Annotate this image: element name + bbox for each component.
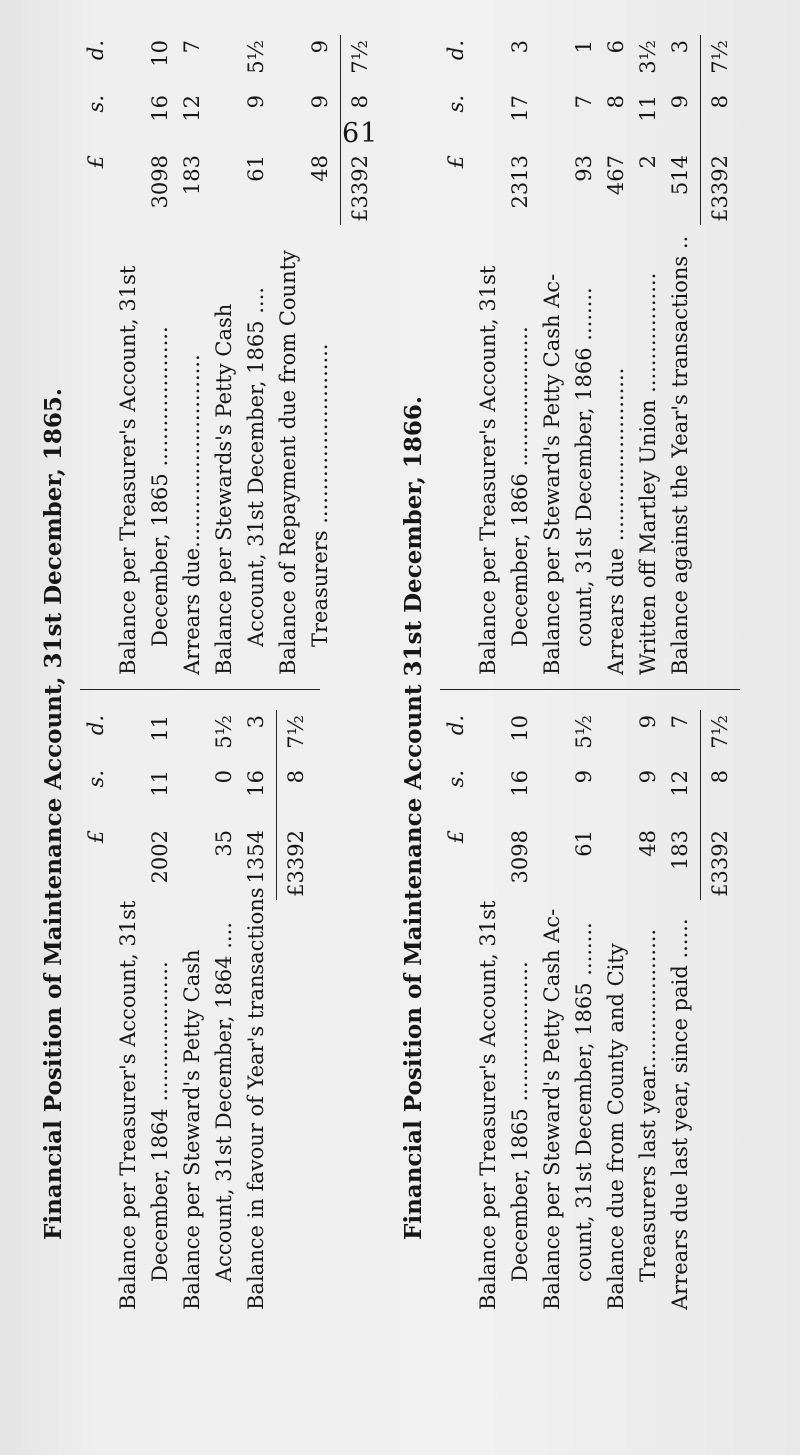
col-header-pence: d. <box>444 715 468 736</box>
amount-pence: 3 <box>508 40 532 54</box>
amount-pounds: 3098 <box>148 155 172 209</box>
amount-pounds: 1354 <box>244 830 268 884</box>
ledger-row <box>664 35 696 675</box>
ledger-row <box>632 35 664 675</box>
total-pounds: £3392 <box>708 830 732 897</box>
amount-shillings: 16 <box>244 770 268 797</box>
amount-pounds: 514 <box>668 155 692 196</box>
row-label: December, 1865 ..................... <box>508 961 532 1282</box>
amount-pounds: 48 <box>636 830 660 857</box>
row-label: Arrears due .......................... <box>604 367 628 675</box>
ledger-row <box>664 700 696 1310</box>
amount-shillings: 9 <box>572 770 596 784</box>
row-label: Balance per Treasurer's Account, 31st <box>476 265 500 675</box>
row-label: count, 31st December, 1866 ........ <box>572 287 596 647</box>
total-rule <box>700 35 701 225</box>
ledger-row <box>144 700 176 1310</box>
amount-pence: 9 <box>636 715 660 729</box>
amount-pounds: 48 <box>308 155 332 182</box>
amount-pounds: 2313 <box>508 155 532 209</box>
row-label: December, 1866 ..................... <box>508 326 532 647</box>
amount-shillings: 9 <box>244 95 268 109</box>
col-header-pence: d. <box>84 715 108 736</box>
column-divider <box>80 689 320 690</box>
row-label: Balance per Steward's Petty Cash Ac- <box>540 273 564 675</box>
page-number: 61 <box>342 118 379 149</box>
ledger-row <box>272 35 304 675</box>
amount-pence: 11 <box>148 715 172 742</box>
amount-shillings: 12 <box>180 95 204 122</box>
amount-pounds: 35 <box>212 830 236 857</box>
total-shillings: 8 <box>708 770 732 784</box>
ledger-row <box>304 35 336 675</box>
col-header-pence: d. <box>84 40 108 61</box>
col-header-pounds: £ <box>84 155 108 169</box>
row-label: Balance per Steward's Petty Cash Ac- <box>540 908 564 1310</box>
total-pounds: £3392 <box>348 155 372 222</box>
ledger-1866-debit <box>440 700 730 1310</box>
ledger-row <box>568 700 600 1310</box>
ledger-row <box>176 35 208 675</box>
ledger-total-row <box>342 35 379 675</box>
ledger-row <box>240 700 272 1310</box>
ledger-row <box>144 35 176 675</box>
amount-pounds: 467 <box>604 155 628 196</box>
ledger-row <box>568 35 600 675</box>
amount-pounds: 61 <box>244 155 268 182</box>
row-label: Written off Martley Union .................. <box>636 272 660 675</box>
row-label: Balance of Repayment due from County <box>276 250 300 675</box>
ledger-row <box>112 35 144 675</box>
row-label: December, 1865 ..................... <box>148 326 172 647</box>
amount-pounds: 2002 <box>148 830 172 884</box>
amount-pounds: 183 <box>180 155 204 196</box>
amount-pence: 7 <box>180 40 204 54</box>
row-label: Balance per Stewards's Petty Cash <box>212 303 236 675</box>
amount-shillings: 0 <box>212 770 236 784</box>
row-label: Balance per Steward's Petty Cash <box>180 949 204 1310</box>
amount-shillings: 9 <box>308 95 332 109</box>
row-label: Treasurers last year..................... <box>636 928 660 1282</box>
ledger-total-row <box>280 700 312 1310</box>
row-label: Account, 31st December, 1864 .... <box>212 922 236 1282</box>
total-shillings: 8 <box>284 770 308 784</box>
ledger-row <box>632 700 664 1310</box>
ledger-row <box>504 700 536 1310</box>
section-title-1865: Financial Position of Maintenance Account, 31st December, 1865. <box>40 388 67 1240</box>
row-label: Balance due from County and City <box>604 943 628 1310</box>
col-header-shillings: s. <box>84 95 108 113</box>
col-header-pounds: £ <box>444 830 468 844</box>
row-label: Arrears due last year, since paid ...... <box>668 918 692 1310</box>
total-shillings: 8 <box>348 95 372 109</box>
amount-shillings: 11 <box>636 95 660 122</box>
row-label: Balance per Treasurer's Account, 31st <box>116 900 140 1310</box>
total-pounds: £3392 <box>708 155 732 222</box>
ledger-1866-credit <box>440 35 730 675</box>
row-label: Balance per Treasurer's Account, 31st <box>476 900 500 1310</box>
ledger-row <box>472 35 504 675</box>
row-label: Account, 31st December, 1865 .... <box>244 287 268 647</box>
amount-shillings: 9 <box>668 95 692 109</box>
column-divider <box>440 689 740 690</box>
total-rule <box>340 35 341 225</box>
col-header-shillings: s. <box>444 95 468 113</box>
amount-pounds: 93 <box>572 155 596 182</box>
total-pence: 7½ <box>708 40 732 74</box>
amount-pounds: 3098 <box>508 830 532 884</box>
amount-pence: 3 <box>244 715 268 729</box>
ledger-row <box>536 700 568 1310</box>
col-header-pounds: £ <box>444 155 468 169</box>
total-pence: 7½ <box>708 715 732 749</box>
row-label: Balance per Treasurer's Account, 31st <box>116 265 140 675</box>
amount-shillings: 16 <box>148 95 172 122</box>
amount-pence: 10 <box>508 715 532 742</box>
col-header-shillings: s. <box>84 770 108 788</box>
amount-shillings: 9 <box>636 770 660 784</box>
ledger-1865-credit <box>80 35 372 675</box>
total-pence: 7½ <box>348 40 372 74</box>
total-rule <box>276 710 277 900</box>
amount-pounds: 61 <box>572 830 596 857</box>
total-pence: 7½ <box>284 715 308 749</box>
row-label: Balance in favour of Year's transactions <box>244 887 268 1310</box>
ledger-row <box>504 35 536 675</box>
total-shillings: 8 <box>708 95 732 109</box>
amount-shillings: 11 <box>148 770 172 797</box>
row-label: Treasurers ........................... <box>308 343 332 647</box>
ledger-row <box>208 35 240 675</box>
amount-pounds: 2 <box>636 155 660 169</box>
amount-pence: 5½ <box>212 715 236 749</box>
row-label: Balance against the Year's transactions .. <box>668 235 692 675</box>
ledger-row <box>600 700 632 1310</box>
total-pounds: £3392 <box>284 830 308 897</box>
col-header-pence: d. <box>444 40 468 61</box>
ledger-row <box>208 700 240 1310</box>
total-rule <box>700 710 701 900</box>
ledger-row <box>240 35 272 675</box>
ledger-row <box>112 700 144 1310</box>
row-label: December, 1864 ..................... <box>148 961 172 1282</box>
amount-shillings: 7 <box>572 95 596 109</box>
ledger-1865-debit <box>80 700 308 1310</box>
row-label: count, 31st December, 1865 ........ <box>572 922 596 1282</box>
amount-shillings: 16 <box>508 770 532 797</box>
amount-shillings: 8 <box>604 95 628 109</box>
amount-pence: 3 <box>668 40 692 54</box>
ledger-row <box>536 35 568 675</box>
amount-pence: 1 <box>572 40 596 54</box>
ledger-row <box>176 700 208 1310</box>
ledger-total-row <box>704 700 736 1310</box>
col-header-shillings: s. <box>444 770 468 788</box>
amount-shillings: 12 <box>668 770 692 797</box>
amount-shillings: 17 <box>508 95 532 122</box>
ledger-row <box>600 35 632 675</box>
col-header-pounds: £ <box>84 830 108 844</box>
amount-pence: 5½ <box>572 715 596 749</box>
section-title-1866: Financial Position of Maintenance Account 31st December, 1866. <box>400 396 427 1240</box>
amount-pence: 9 <box>308 40 332 54</box>
amount-pence: 6 <box>604 40 628 54</box>
amount-pence: 10 <box>148 40 172 67</box>
amount-pounds: 183 <box>668 830 692 871</box>
ledger-row <box>472 700 504 1310</box>
amount-pence: 3½ <box>636 40 660 74</box>
ledger-total-row <box>704 35 736 675</box>
row-label: Arrears due............................. <box>180 354 204 675</box>
amount-pence: 5½ <box>244 40 268 74</box>
amount-pence: 7 <box>668 715 692 729</box>
